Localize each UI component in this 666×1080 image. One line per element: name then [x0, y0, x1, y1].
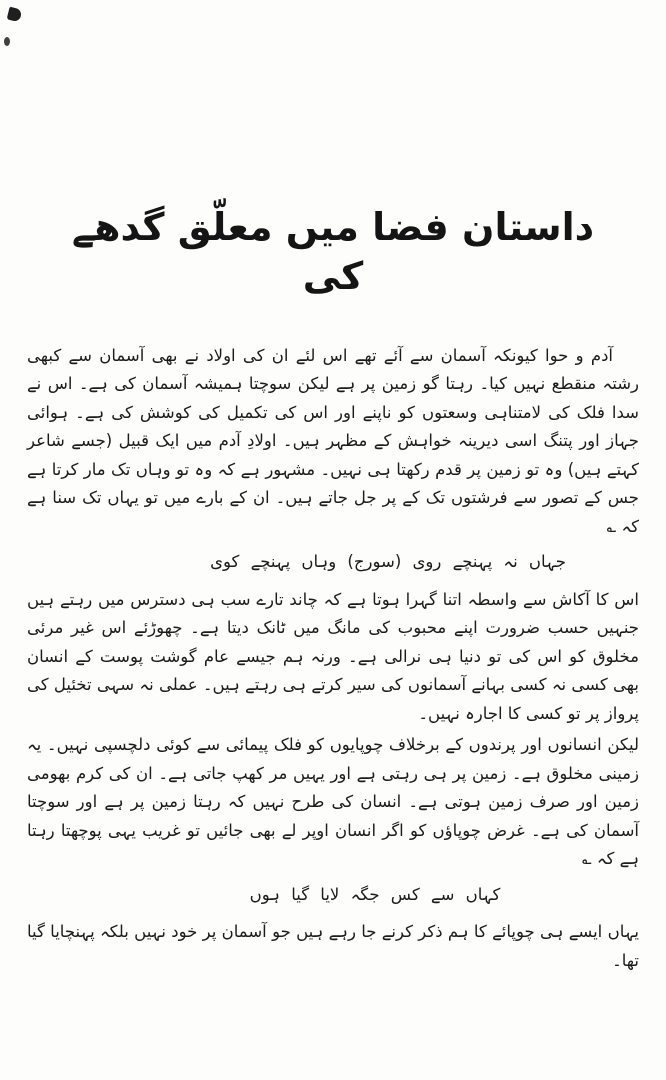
scan-artifact	[7, 7, 23, 23]
verse-line-1: جہاں نہ پہنچے روی (سورج) وہاں پہنچے کوی	[210, 552, 566, 572]
paragraph-1: آدم و حوا کیونکہ آسمان سے آئے تھے اس لئے ان کی اولاد نے بھی آسمان سے کبھی رشتہ منقطع نہیں کیا۔ رہتا گو زمین پر ہے لیکن سوچتا ہمیشہ آسمان کی ہے۔ اس نے سدا فلک کی لامتناہی وسعتوں کو ناپنے اور اس کی تکمیل کی کوشش کی ہے۔ ہوائی جہاز اور پتنگ اسی دیرینہ خواہش کے مظہر ہیں۔ اولادِ آدم میں ایک قبیل (جسے شاعر کہتے ہیں) وہ تو زمین پر قدم رکھتا ہی نہیں۔ مشہور ہے کہ وہ تو وہاں تک مار کرتا ہے جس کے تصور سے فرشتوں تک کے پر جل جاتے ہیں۔ ان کے بارے میں تو یہاں تک سنا ہے کہ ؎	[27, 345, 639, 536]
paragraph-2: اس کا آکاش سے واسطہ اتنا گہرا ہوتا ہے کہ چاند تارے سب ہی دسترس میں رہتے ہیں جنہیں حسب ضرورت اپنے محبوب کی مانگ میں ٹانک دیتا ہے۔ چھوڑئے اس غیر مرئی مخلوق کو اس کی تو دنیا ہی نرالی ہے۔ ورنہ ہم جیسے عام گوشت پوست کے انسان بھی کسی نہ کسی بہانے آسمانوں کی سیر کرتے ہی رہتے ہیں۔ عملی نہ سہی تخئیل کی پرواز پر تو کسی کا اجارہ نہیں۔	[27, 589, 639, 723]
paragraph-4: یہاں ایسے ہی چوپائے کا ہم ذکر کرنے جا رہے ہیں جو آسمان پر خود نہیں بلکہ پہنچایا گیا تھا۔	[27, 922, 639, 970]
verse-line-2: کہاں سے کس جگہ لایا گیا ہوں	[249, 884, 501, 904]
body-text	[0, 342, 666, 976]
scan-artifact	[4, 37, 10, 46]
paragraph-3: لیکن انسانوں اور پرندوں کے برخلاف چوپایوں کو فلک پیمائی سے کوئی دلچسپی نہیں۔ یہ زمینی مخلوق ہے۔ زمین پر ہی رہتی ہے اور یہیں مر کھپ جاتی ہے۔ ان کی کرم بھومی زمین اور صرف زمین ہوتی ہے۔ انسان کی طرح نہیں کہ رہتا زمین پر ہے اور سوچتا آسمان کی ہے۔ غرض چوپاؤں کو اگر انسان اوپر لے بھی جائیں تو غریب یہی پوچھتا رہتا ہے کہ ؎	[27, 735, 639, 869]
page-title: داستان فضا میں معلّق گدھے کی	[71, 205, 595, 299]
